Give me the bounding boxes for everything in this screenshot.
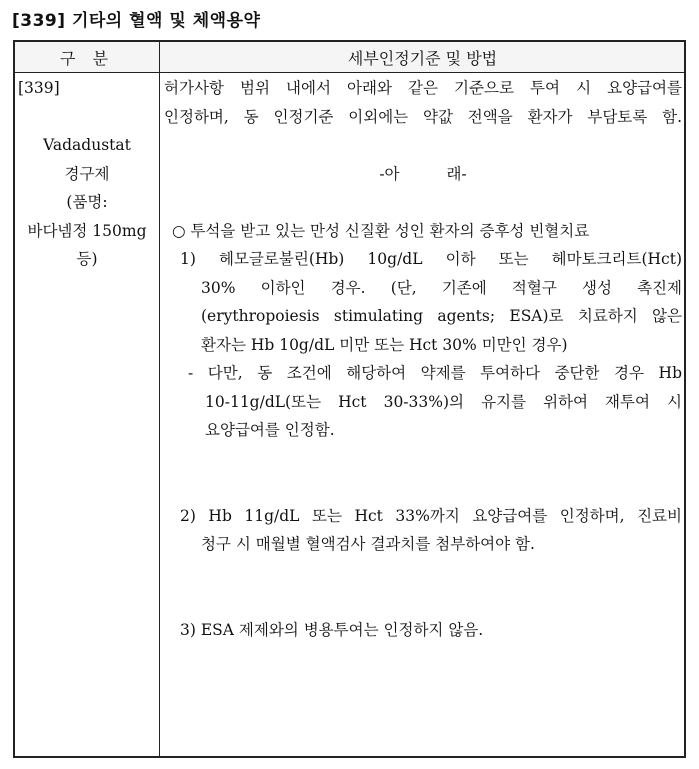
exception-line: - 다만, 동 조건에 해당하여 약제를 투여하다 중단한 경우 Hb (188, 364, 682, 382)
header-category: 구 분 (60, 49, 114, 68)
category-cell (15, 74, 159, 274)
product-name: 바다넴정 150mg (27, 221, 147, 240)
criterion-1-line: (erythropoiesis stimulating agents; ESA)로 치료하지 않은 (201, 307, 682, 325)
header-criteria: 세부인정기준 및 방법 (347, 49, 498, 68)
exception-line: 10-11g/dL(또는 Hct 30-33%)의 유지를 위하여 재투여 시 (205, 392, 682, 411)
product-etc: 등) (76, 250, 98, 268)
product-label: (품명: (66, 193, 108, 211)
page-title: [339] 기타의 혈액 및 체액용약 (12, 11, 261, 31)
drug-name: Vadadustat (43, 136, 131, 154)
drug-form: 경구제 (64, 164, 110, 183)
exception-line: 요양급여를 인정함. (205, 421, 335, 439)
intro-line: 허가사항 범위 내에서 아래와 같은 기준으로 투여 시 요양급여를 (164, 79, 682, 97)
criterion-1-line: 1) 헤모글로불린(Hb) 10g/dL 이하 또는 헤마토크리트(Hct) (180, 250, 682, 268)
criterion-2-line: 2) Hb 11g/dL 또는 Hct 33%까지 요양급여를 인정하며, 진료비 (180, 506, 682, 525)
below-label: -아 래- (379, 164, 467, 183)
criteria-table (13, 40, 686, 758)
category-code: [339] (18, 79, 60, 97)
criteria-cell (164, 74, 682, 644)
indication-bullet: ○ 투석을 받고 있는 만성 신질환 성인 환자의 증후성 빈혈치료 (172, 221, 590, 240)
criterion-2-line: 청구 시 매월별 혈액검사 결과치를 첨부하여야 함. (201, 535, 535, 553)
criterion-1-line: 환자는 Hb 10g/dL 미만 또는 Hct 30% 미만인 경우) (201, 335, 568, 354)
intro-line: 인정하며, 동 인정기준 이외에는 약값 전액을 환자가 부담토록 함. (164, 107, 682, 126)
criterion-1-line: 30% 이하인 경우. (단, 기존에 적혈구 생성 촉진제 (201, 278, 682, 297)
criterion-3-line: 3) ESA 제제와의 병용투여는 인정하지 않음. (180, 620, 484, 639)
column-divider (159, 42, 160, 756)
table-header-row (15, 42, 684, 73)
